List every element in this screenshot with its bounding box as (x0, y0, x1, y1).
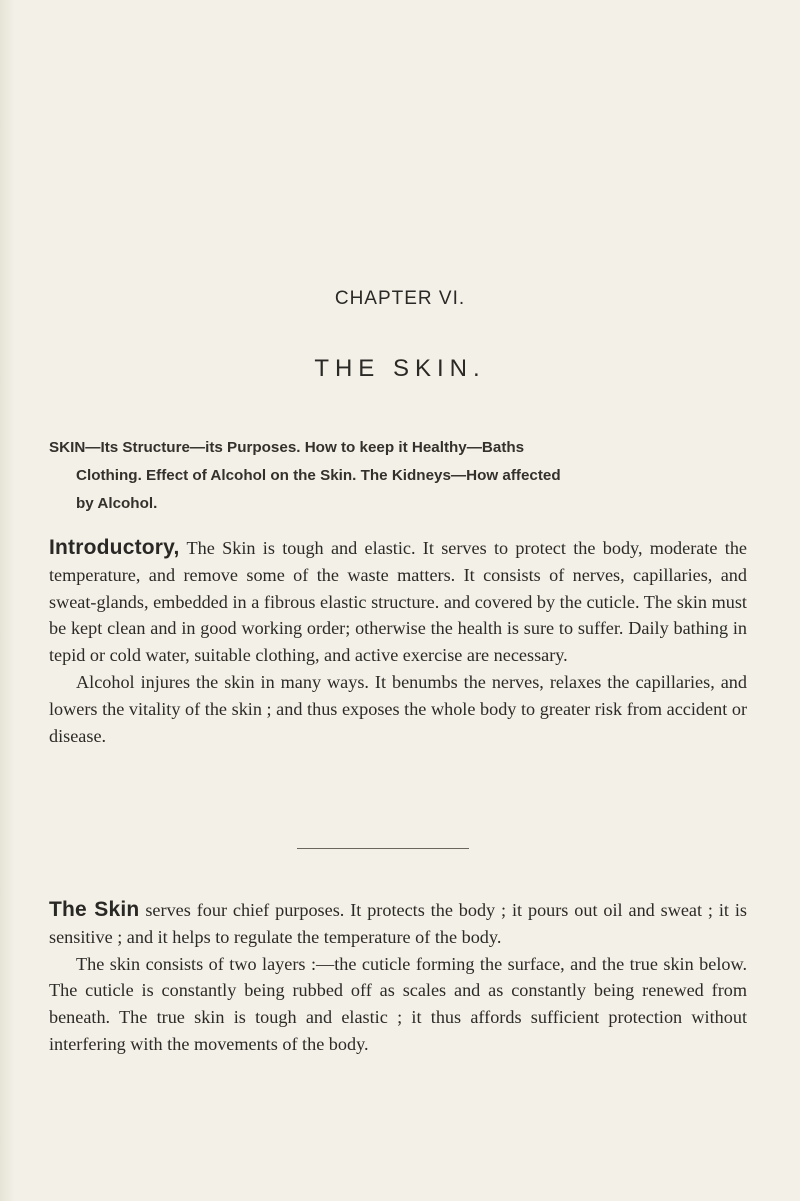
skin-text-1: serves four chief purposes. It protects the body ; it pours out oil and sweat ; it is sensitive ; and it helps to regulate the temperature of the body. (49, 900, 748, 947)
summary-line-1: SKIN—Its Structure—its Purposes. How to keep it Healthy—Baths (49, 439, 525, 456)
introductory-paragraph-1 (49, 535, 747, 669)
summary-line-3: by Alcohol. (76, 495, 158, 512)
summary-line-2: Clothing. Effect of Alcohol on the Skin. The Kidneys—How affected (76, 467, 561, 484)
page-edge-shadow (0, 0, 14, 1201)
skin-section (49, 897, 747, 1058)
introductory-lead: Introductory, (49, 536, 180, 559)
skin-lead: The Skin (49, 898, 140, 921)
introductory-section (49, 535, 747, 749)
chapter-heading: CHAPTER VI. (334, 288, 466, 309)
chapter-title: THE SKIN. (314, 355, 486, 382)
section-divider (297, 848, 469, 849)
introductory-paragraph-2: Alcohol injures the skin in many ways. It benumbs the nerves, relaxes the capillaries, and lowers the vitality of the skin ; and thus exposes the whole body to greater risk from accident or disease. (49, 671, 747, 746)
skin-paragraph-2: The skin consists of two layers :—the cuticle forming the surface, and the true skin below. The cuticle is constantly being rubbed off as scales and as constantly being renewed from beneath. The true skin is tough and elastic ; it thus affords sufficient protection without interfering with the movements of the body. (49, 953, 747, 1054)
introductory-text-1: The Skin is tough and elastic. It serves to protect the body, moderate the temperature, and remove some of the waste matters. It consists of nerves, capillaries, and sweat-glands, embedded in a fibrous elastic structure. and covered by the cuticle. The skin must be kept clean and in good working order; otherwise the health is sure to suffer. Daily bathing in tepid or cold water, suitable clothing, and active exercise are necessary. (49, 538, 747, 666)
skin-paragraph-1 (49, 897, 747, 951)
chapter-summary (49, 434, 745, 518)
